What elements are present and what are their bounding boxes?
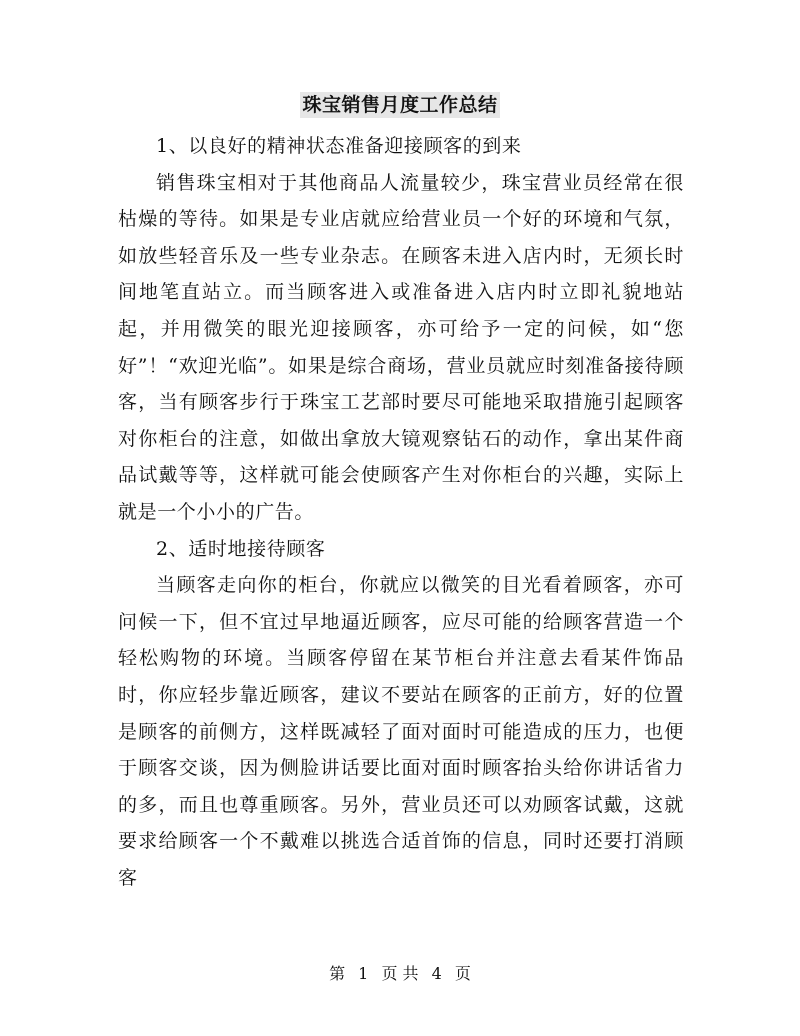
document-body — [118, 128, 684, 896]
document-title: 珠宝销售月度工作总结 — [302, 94, 498, 116]
page-label-prefix: 第 — [329, 964, 346, 983]
section-paragraph-1: 销售珠宝相对于其他商品人流量较少，珠宝营业员经常在很枯燥的等待。如果是专业店就应给营业员一个好的环境和气氛，如放些轻音乐及一些专业杂志。在顾客未进入店内时，无须长时间地笔直站立。而当顾客进入或准备进入店内时立即礼貌地站起，并用微笑的眼光迎接顾客，亦可给予一定的问候，如“您好”！“欢迎光临”。如果是综合商场，营业员就应时刻准备接待顾客，当有顾客步行于珠宝工艺部时要尽可能地采取措施引起顾客对你柜台的注意，如做出拿放大镜观察钻石的动作，拿出某件商品试戴等等，这样就可能会使顾客产生对你柜台的兴趣，实际上就是一个小小的广告。 — [118, 171, 684, 523]
section-paragraph-2: 当顾客走向你的柜台，你就应以微笑的目光看着顾客，亦可问候一下，但不宜过早地逼近顾客，应尽可能的给顾客营造一个轻松购物的环境。当顾客停留在某节柜台并注意去看某件饰品时，你应轻步靠近顾客，建议不要站在顾客的正前方，好的位置是顾客的前侧方，这样既减轻了面对面时可能造成的压力，也便于顾客交谈，因为侧脸讲话要比面对面时顾客抬头给你讲话省力的多，而且也尊重顾客。另外，营业员还可以劝顾客试戴，这就要求给顾客一个不戴难以挑选合适首饰的信息，同时还要打消顾客 — [118, 574, 684, 889]
section-heading-1: 1、以良好的精神状态准备迎接顾客的到来 — [156, 135, 522, 157]
page-footer — [0, 963, 800, 985]
page-label-suffix: 页 — [454, 964, 471, 983]
page-label-mid: 页 共 — [381, 964, 419, 983]
total-pages-number: 4 — [431, 964, 442, 983]
title-container — [0, 92, 800, 118]
section-heading-2: 2、适时地接待顾客 — [156, 537, 326, 560]
current-page-number: 1 — [358, 964, 369, 983]
